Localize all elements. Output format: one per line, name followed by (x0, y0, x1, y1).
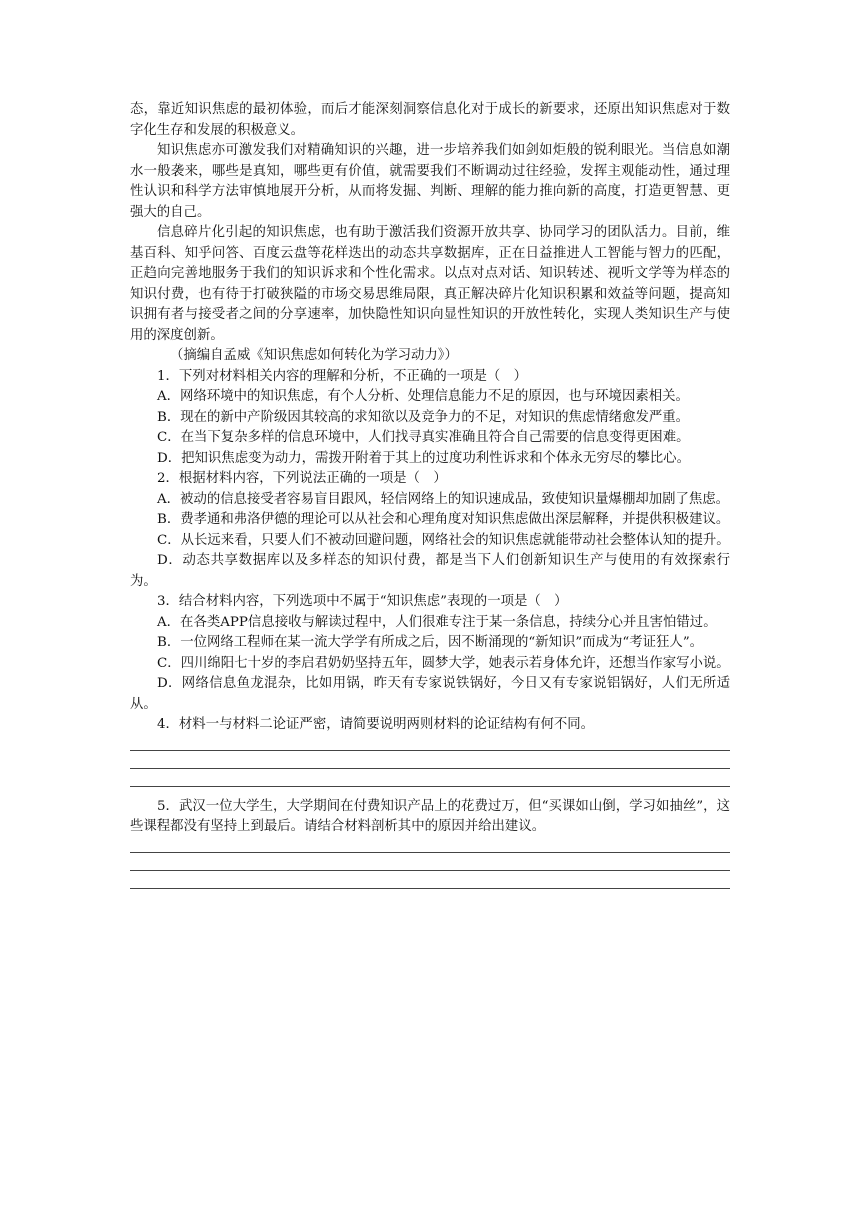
option-b: B．费孝通和弗洛伊德的理论可以从社会和心理角度对知识焦虑做出深层解释，并提供积极建议。 (157, 512, 730, 527)
answer-line (130, 750, 730, 751)
document-page (130, 100, 730, 899)
option-b: B．一位网络工程师在某一流大学学有所成之后，因不断涌现的“新知识”而成为“考证狂人”。 (157, 635, 704, 650)
answer-line (130, 888, 730, 889)
option-c: C．在当下复杂多样的信息环境中，人们找寻真实准确且符合自己需要的信息变得更困难。 (157, 430, 690, 445)
answer-line (130, 786, 730, 787)
question-stem: 5．武汉一位大学生，大学期间在付费知识产品上的花费过万，但“买课如山倒，学习如抽丝”，这些课程都没有坚持上到最后。请结合材料剖析其中的原因并给出建议。 (130, 798, 730, 834)
question-stem: 2．根据材料内容，下列说法正确的一项是（ ） (157, 471, 447, 486)
question-3 (130, 592, 730, 715)
question-stem: 4．材料一与材料二论证严密，请简要说明两则材料的论证结构有何不同。 (157, 717, 595, 732)
option-a: A．网络环境中的知识焦虑，有个人分析、处理信息能力不足的原因，也与环境因素相关。 (157, 389, 689, 404)
question-stem: 1．下列对材料相关内容的理解和分析，不正确的一项是（ ） (157, 368, 528, 384)
answer-line (130, 768, 730, 769)
question-stem: 3．结合材料内容，下列选项中不属于“知识焦虑”表现的一项是（ ） (157, 594, 568, 609)
option-a: A．在各类APP信息接收与解读过程中，人们很难专注于某一条信息，持续分心并且害怕错过。 (157, 614, 717, 630)
paragraph-2: 知识焦虑亦可激发我们对精确知识的兴趣，进一步培养我们如剑如炬般的锐利眼光。当信息如潮水一般袭来，哪些是真知，哪些更有价值，就需要我们不断调动过往经验，发挥主观能动性，通过理性认识和科学方法审慎地展开分析，从而将发掘、判断、理解的能力推向新的高度，打造更智慧、更强大的自己。 (130, 143, 730, 220)
answer-line (130, 870, 730, 871)
answer-area[interactable] (130, 852, 730, 889)
question-2 (130, 469, 730, 592)
option-d: D．动态共享数据库以及多样态的知识付费，都是当下人们创新知识生产与使用的有效探索行为。 (130, 553, 730, 589)
option-c: C．四川绵阳七十岁的李启君奶奶坚持五年，圆梦大学，她表示若身体允许，还想当作家写小说。 (157, 655, 730, 671)
paragraph-3: 信息碎片化引起的知识焦虑，也有助于激活我们资源开放共享、协同学习的团队活力。目前，维基百科、知乎问答、百度云盘等花样迭出的动态共享数据库，正在日益推进人工智能与智力的匹配，正趋向完善地服务于我们的知识诉求和个性化需求。以点对点对话、知识转述、视听文学等为样态的知识付费，也有待于打破狭隘的市场交易思维局限，真正解决碎片化知识积累和效益等问题，提高知识拥有者与接受者之间的分享速率，加快隐性知识向显性知识的开放性转化，实现人类知识生产与使用的深度创新。 (130, 225, 730, 343)
question-4 (130, 715, 730, 787)
answer-line (130, 852, 730, 853)
option-d: D．把知识焦虑变为动力，需拨开附着于其上的过度功利性诉求和个体永无穷尽的攀比心。 (157, 450, 690, 466)
option-a: A．被动的信息接受者容易盲目跟风，轻信网络上的知识速成品，致使知识量爆棚却加剧了焦虑。 (157, 491, 730, 507)
option-d: D．网络信息鱼龙混杂，比如用锅，昨天有专家说铁锅好，今日又有专家说铝锅好，人们无所适从。 (130, 676, 730, 712)
question-5 (130, 797, 730, 889)
option-b: B．现在的新中产阶级因其较高的求知欲以及竞争力的不足，对知识的焦虑情绪愈发严重。 (157, 409, 690, 425)
answer-area[interactable] (130, 750, 730, 787)
question-1 (130, 367, 730, 470)
paragraph-1: 态，靠近知识焦虑的最初体验，而后才能深刻洞察信息化对于成长的新要求，还原出知识焦虑对于数字化生存和发展的积极意义。 (130, 102, 730, 138)
option-c: C．从长远来看，只要人们不被动回避问题，网络社会的知识焦虑就能带动社会整体认知的提升。 (157, 532, 730, 548)
source-citation: （摘编自孟威《知识焦虑如何转化为学习动力》） (170, 348, 458, 363)
